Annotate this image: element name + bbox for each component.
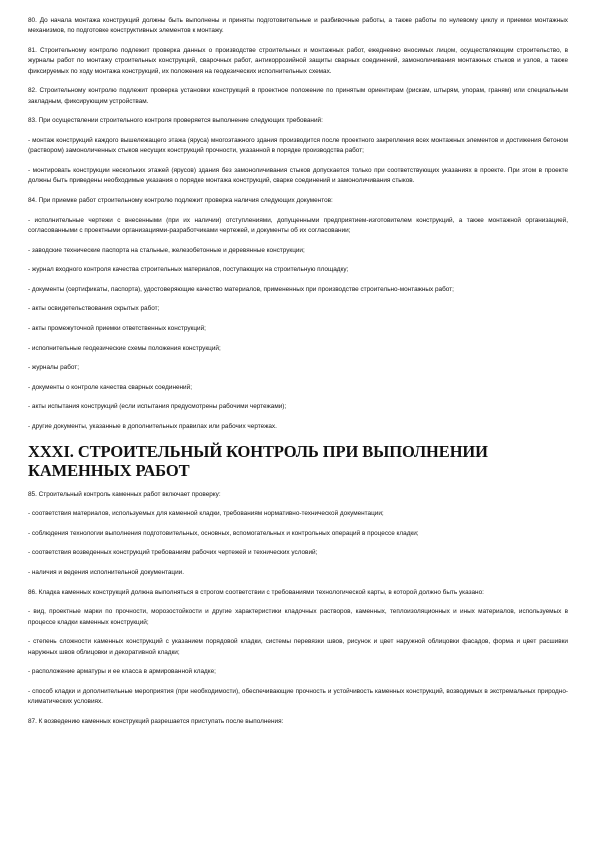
document-page xyxy=(28,16,568,736)
list-item: - исполнительные чертежи с внесенными (при их наличии) отступлениями, допущенными предприятием-изготовителем конструкций, а также монтажной организацией, согласованными с проектными организациями-разработчиками чертежей, и документы об их согласовании; xyxy=(28,216,568,234)
list-item: - исполнительные геодезические схемы положения конструкций; xyxy=(28,344,221,352)
list-item: - монтировать конструкции нескольких этажей (ярусов) здания без замоноличивания стыков допускается только при соответствующих указаниях в проекте. При этом в проекте должны быть приведены необходимые указания о порядке монтажа конструкций, сварке соединений и замоноличивания стыков. xyxy=(28,167,568,185)
list-item: - заводские технические паспорта на стальные, железобетонные и деревянные конструкции; xyxy=(28,246,305,254)
list-item: - документы (сертификаты, паспорта), удостоверяющие качество материалов, примененных при производстве строительно-монтажных работ; xyxy=(28,285,454,293)
section-heading: XXXI. СТРОИТЕЛЬНЫЙ КОНТРОЛЬ ПРИ ВЫПОЛНЕНИИ КАМЕННЫХ РАБОТ xyxy=(28,441,488,481)
list-item: - соответствия материалов, используемых для каменной кладки, требованиям нормативно-технической документации; xyxy=(28,510,384,518)
paragraph: 84. При приемке работ строительному контролю подлежит проверка наличия следующих документов: xyxy=(28,197,333,204)
list-item: - другие документы, указанные в дополнительных правилах или рабочих чертежах. xyxy=(28,422,277,430)
paragraph: 85. Строительный контроль каменных работ включает проверку: xyxy=(28,490,221,498)
list-item: - степень сложности каменных конструкций с указанием порядовой кладки, системы перевязки швов, рисунок и цвет наружной облицовки фасадов, форма и цвет расшивки наружных швов облицовки и декоративной кладки; xyxy=(28,638,568,656)
paragraph: 83. При осуществлении строительного контроля проверяется выполнение следующих требований: xyxy=(28,117,323,125)
paragraph: 80. До начала монтажа конструкций должны быть выполнены и приняты подготовительные и разбивочные работы, а также работы по нулевому циклу и приемки монтажных механизмов, по подготовке конструктивных элементов к монтажу. xyxy=(28,17,568,35)
list-item: - документы о контроле качества сварных соединений; xyxy=(28,383,192,391)
list-item: - способ кладки и дополнительные мероприятия (при необходимости), обеспечивающие прочность и устойчивость каменных конструкций, возводимых в экстремальных природно-климатических условиях. xyxy=(28,687,568,706)
document-paragraphs-top xyxy=(28,16,568,432)
paragraph: 81. Строительному контролю подлежит проверка данных о производстве строительных и монтажных работ, ежедневно вносимых лицом, осуществляющим строительство, в журналы работ по монтажу строительных конструкций, сварочных работ, антикоррозийной защиты сварных соединений, замоноличивания монтажных стыков и узлов, а также фиксируемых по ходу монтажа конструкций, их положения на геодезических исполнительных схемах. xyxy=(28,47,568,75)
list-item: - журналы работ; xyxy=(28,364,79,372)
list-item: - наличия и ведения исполнительной документации. xyxy=(28,568,185,576)
list-item: - акты освидетельствования скрытых работ; xyxy=(28,305,160,313)
list-item: - соответствия возведенных конструкций требованиям рабочих чертежей и технических условий; xyxy=(28,549,318,557)
list-item: - журнал входного контроля качества строительных материалов, поступающих на строительную площадку; xyxy=(28,266,349,274)
list-item: - соблюдения технологии выполнения подготовительных, основных, вспомогательных и контрольных операций в процессе кладки; xyxy=(28,529,419,537)
paragraph: 82. Строительному контролю подлежит проверка установки конструкций в проектное положение по принятым ориентирам (рискам, штырям, упорам, граням) или специальным закладным, фиксирующим устройствам. xyxy=(28,87,568,105)
paragraph: 86. Кладка каменных конструкций должна выполняться в строгом соответствии с требованиями технологической карты, в которой должно быть указано: xyxy=(28,588,484,596)
list-item: - монтаж конструкций каждого вышележащего этажа (яруса) многоэтажного здания производится после проектного закрепления всех монтажных элементов и достижения бетоном (раствором) замоноличенных стыков несущих конструкций прочности, указанной в порядке производства работ; xyxy=(28,137,568,155)
list-item: - акты испытания конструкций (если испытания предусмотрены рабочими чертежами); xyxy=(28,403,287,411)
list-item: - вид, проектные марки по прочности, морозостойкости и другие характеристики кладочных растворов, каменных, теплоизоляционных и иных материалов, используемых в процессе кладки каменных конструкций; xyxy=(28,608,568,626)
paragraph: 87. К возведению каменных конструкций разрешается приступать после выполнения: xyxy=(28,717,284,725)
list-item: - расположение арматуры и ее класса в армированной кладке; xyxy=(28,668,216,676)
document-paragraphs-bottom xyxy=(28,490,568,728)
list-item: - акты промежуточной приемки ответственных конструкций; xyxy=(28,324,206,332)
